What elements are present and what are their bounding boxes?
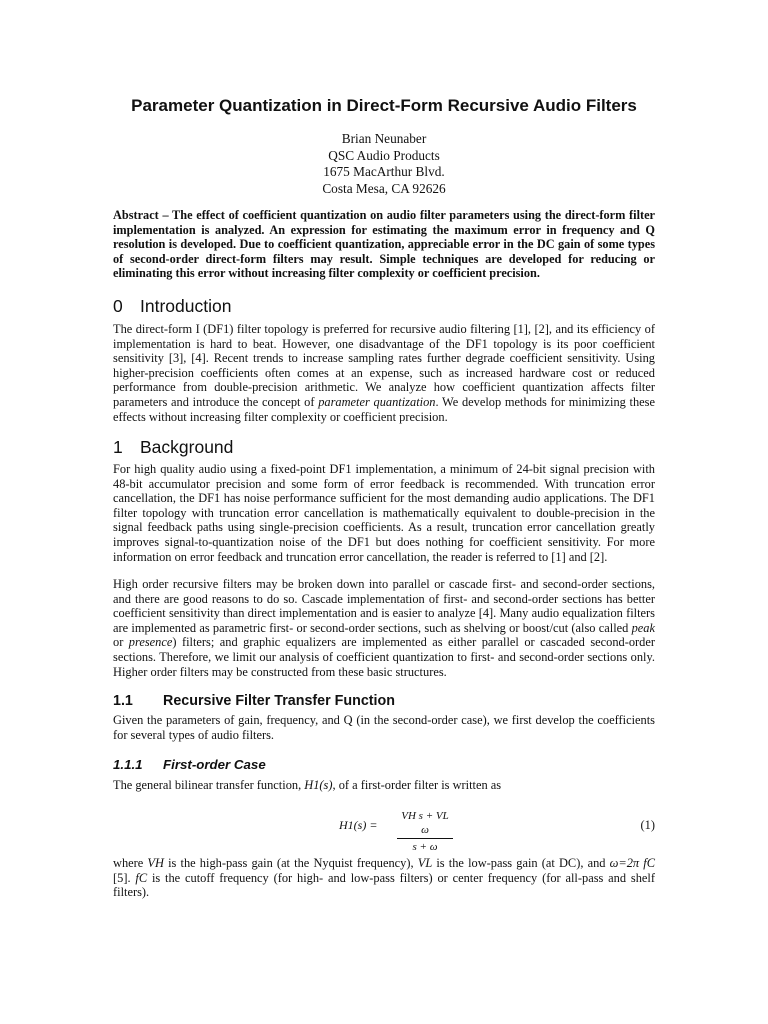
- math-variable: ω=2π fC: [609, 856, 655, 870]
- text-run: is the cutoff frequency (for high- and low-pass filters) or center frequency (for all-pass and shelf filters).: [113, 870, 655, 900]
- equation-1: [113, 809, 655, 853]
- section-heading-introduction: [113, 296, 231, 316]
- subsubsection-heading-first-order: [113, 757, 266, 773]
- background-paragraph-1: For high quality audio using a fixed-point DF1 implementation, a minimum of 24-bit signal precision with 48-bit accumulator precision and some form of error feedback is recommended. With truncation error cancellation, the DF1 has noise performance sufficient for the most demanding audio applications. The DF1 filter topology with truncation error cancellation is mathematically equivalent to double-precision in the signal feedback paths using single-precision coefficients. As a result, truncation error cancellation greatly improves signal-to-quantization noise of the DF1 but does nothing for coefficient sensitivity. For more information on error feedback and truncation error cancellation, the reader is referred to [1] and [2].: [113, 462, 655, 564]
- subsubsection-title: First-order Case: [163, 757, 266, 772]
- equation-explanation-paragraph: [113, 856, 655, 900]
- introduction-paragraph: [113, 322, 655, 424]
- equation-number: (1): [640, 818, 655, 832]
- text-run: [5].: [113, 870, 136, 885]
- subsubsection-number: 1.1.1: [113, 757, 143, 772]
- text-run: ) filters; and graphic equalizers are implemented as either parallel or cascaded second-order sections. Therefore, we limit our analysis of coefficient quantization to first- and second-order sections only. Higher order filters may be constructed from these basic structures.: [113, 635, 655, 679]
- math-variable: VH: [147, 856, 164, 870]
- subsection-title: Recursive Filter Transfer Function: [163, 693, 395, 709]
- text-run: , of a first-order filter is written as: [332, 778, 502, 792]
- text-run: The direct-form I (DF1) filter topology is preferred for recursive audio filtering [1], [2], and its efficiency of implementation is hard to beat. However, one disadvantage of the DF1 topology is its poor coefficient sensitivity [3], [4]. Recent trends to increase sampling rates further degrade coefficient sensitivity. Using higher-precision coefficients often comes at an expense, such as increased hardware cost or reduced performance from double-precision arithmetic. We analyze how coefficient quantization affects filter parameters and introduce the concept of: [113, 322, 655, 409]
- abstract: Abstract – The effect of coefficient quantization on audio filter parameters using the direct-form filter implementation is analyzed. An expression for estimating the maximum error in frequency and Q resolution is developed. Due to coefficient quantization, appreciable error in the DC gain of some types of second-order direct-form filters may result. Simple techniques are developed for reducing or eliminating this error without increasing filter complexity or coefficient precision.: [113, 208, 655, 281]
- author-affiliation: QSC Audio Products: [328, 147, 440, 163]
- section-number: 1: [113, 437, 123, 457]
- equation-denominator: s + ω: [412, 841, 438, 853]
- subsection-number: 1.1: [113, 693, 133, 709]
- text-run: or: [113, 635, 129, 650]
- emphasized-term: peak: [631, 620, 655, 635]
- text-run: is the low-pass gain (at DC), and: [432, 856, 610, 870]
- background-paragraph-2: [113, 577, 655, 679]
- section-title: Background: [140, 437, 234, 457]
- text-run: is the high-pass gain (at the Nyquist frequency),: [163, 856, 418, 870]
- author-address-city: Costa Mesa, CA 92626: [322, 180, 446, 196]
- text-run: . We develop methods for minimizing these effects without increasing filter complexity or coefficient precision.: [113, 394, 655, 424]
- author-name: Brian Neunaber: [341, 131, 427, 146]
- math-variable: H1(s): [304, 778, 333, 792]
- section-heading-background: [113, 437, 233, 457]
- fraction-bar: [397, 838, 453, 839]
- paper-title: Parameter Quantization in Direct-Form Recursive Audio Filters: [131, 96, 637, 115]
- emphasized-term: presence: [128, 635, 173, 650]
- equation-numerator: VH s + VL ω: [401, 810, 449, 836]
- math-variable: VL: [417, 856, 433, 870]
- author-block: [0, 131, 768, 197]
- text-run: where: [113, 856, 148, 870]
- section-number: 0: [113, 296, 123, 316]
- emphasized-term: parameter quantization: [318, 394, 436, 409]
- section-title: Introduction: [140, 296, 232, 316]
- equation-fraction: [397, 809, 453, 854]
- math-variable: fC: [135, 870, 148, 885]
- equation-lhs: H1(s) =: [339, 818, 378, 832]
- subsection-heading-recursive-filter: [113, 693, 395, 710]
- text-run: The general bilinear transfer function,: [113, 778, 305, 792]
- author-address-street: 1675 MacArthur Blvd.: [323, 164, 445, 179]
- first-order-paragraph: [113, 778, 655, 793]
- text-run: High order recursive filters may be broken down into parallel or cascade first- and second-order sections, and there are good reasons to do so. Cascade implementation of first- and second-order sections has better coefficient sensitivity than direct implementation and is easier to analyze [4]. Many audio equalization filters are implemented as parametric first- or second-order sections, such as shelving or boost/cut (also called: [113, 577, 655, 635]
- recursive-filter-paragraph: Given the parameters of gain, frequency, and Q (in the second-order case), we first develop the coefficients for several types of audio filters.: [113, 713, 655, 742]
